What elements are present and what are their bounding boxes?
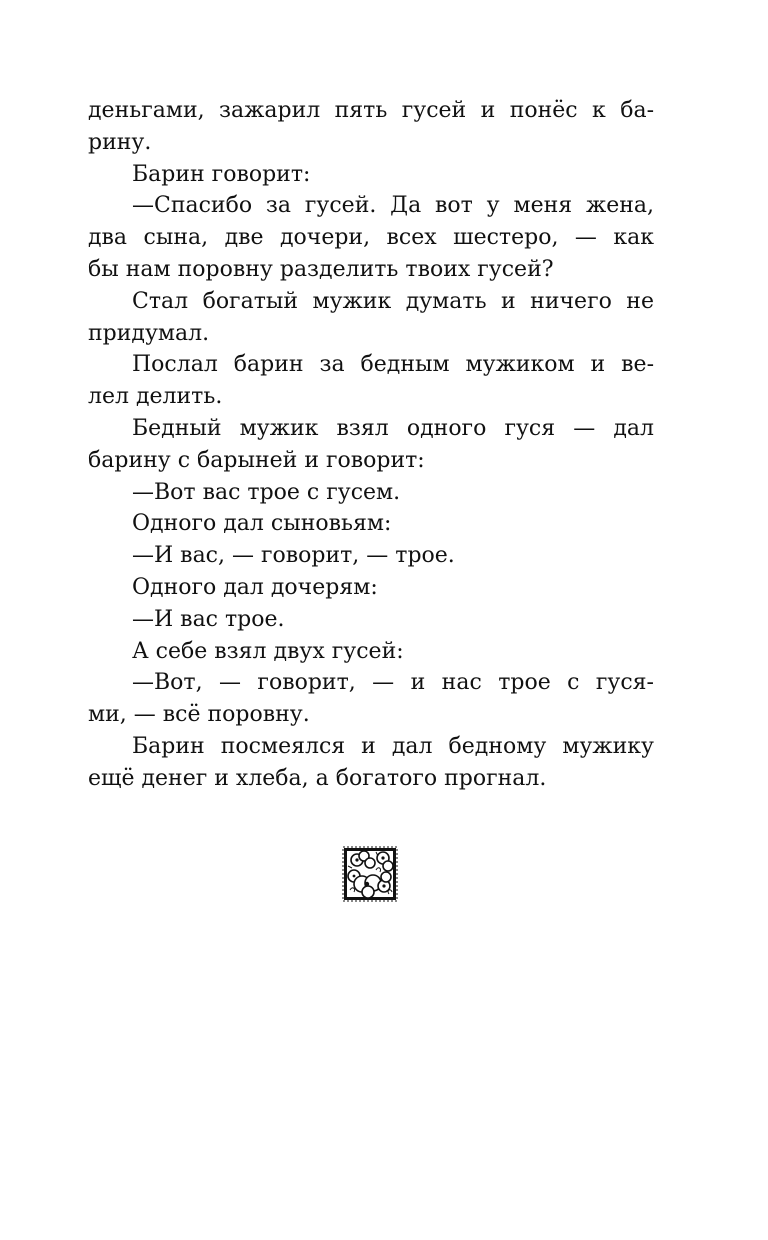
text-line: Бедный мужик взял одного гуся — дал xyxy=(132,415,654,441)
text-line: Барин посмеялся и дал бедному мужику xyxy=(132,733,654,759)
text-line: А себе взял двух гусей: xyxy=(132,638,404,664)
text-line: —И вас трое. xyxy=(132,606,285,632)
text-line: барину с барыней и говорит: xyxy=(88,447,425,473)
text-line: Послал барин за бедным мужиком и ве- xyxy=(132,352,654,378)
text-line: ещё денег и хлеба, а богатого прогнал. xyxy=(88,765,547,791)
text-line: —Спасибо за гусей. Да вот у меня жена, xyxy=(132,193,654,219)
text-line: —Вот вас трое с гусем. xyxy=(132,479,401,505)
text-line: лел делить. xyxy=(88,384,223,410)
text-line: ми, — всё поровну. xyxy=(88,702,310,728)
text-line: два сына, две дочери, всех шестеро, — как xyxy=(88,225,654,251)
text-line: деньгами, зажарил пять гусей и понёс к ба- xyxy=(88,98,654,123)
text-line: придумал. xyxy=(88,320,210,346)
text-line: бы нам поровну разделить твоих гусей? xyxy=(88,256,554,282)
text-line: Стал богатый мужик думать и ничего не xyxy=(132,288,654,314)
text-line: Барин говорит: xyxy=(132,161,311,187)
text-line: —Вот, — говорит, — и нас трое с гуся- xyxy=(132,670,654,696)
text-line: Одного дал дочерям: xyxy=(132,574,378,600)
story-text xyxy=(88,95,654,795)
text-line: —И вас, — говорит, — трое. xyxy=(132,543,455,569)
text-line: Одного дал сыновьям: xyxy=(132,511,392,537)
floral-ornament-icon xyxy=(342,846,398,902)
text-line: рину. xyxy=(88,129,152,155)
